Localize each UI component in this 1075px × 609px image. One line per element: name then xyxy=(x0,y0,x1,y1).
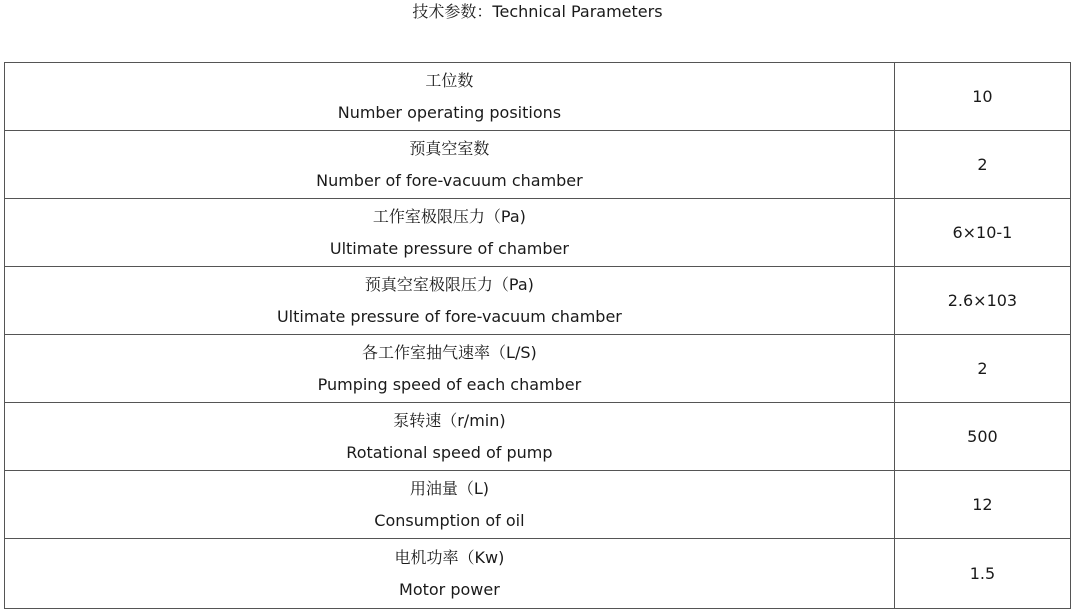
table-row xyxy=(5,539,1071,609)
parameter-name-en: Motor power xyxy=(399,579,500,599)
parameter-value: 12 xyxy=(894,471,1070,539)
parameter-label-cell xyxy=(5,403,895,471)
parameter-name-en: Ultimate pressure of chamber xyxy=(329,238,569,258)
table-row xyxy=(5,267,1071,335)
parameter-name-cn: 预真空室极限压力（Pa) xyxy=(364,274,534,294)
table-row xyxy=(5,63,1071,131)
parameter-name-cn: 电机功率（Kw) xyxy=(394,547,505,567)
table-row xyxy=(5,131,1071,199)
parameter-name-en: Consumption of oil xyxy=(374,510,525,530)
table-row xyxy=(5,403,1071,471)
parameter-name-en: Rotational speed of pump xyxy=(346,442,553,462)
parameter-label-cell xyxy=(5,131,895,199)
parameter-label-cell xyxy=(5,539,895,609)
parameter-name-cn: 泵转速（r/min) xyxy=(393,410,506,430)
parameter-value: 2 xyxy=(894,335,1070,403)
parameter-name-en: Number of fore-vacuum chamber xyxy=(316,170,583,190)
parameter-label-cell xyxy=(5,63,895,131)
parameter-value: 500 xyxy=(894,403,1070,471)
parameter-value: 6×10-1 xyxy=(894,199,1070,267)
parameter-name-cn: 工位数 xyxy=(425,70,474,90)
parameter-value: 1.5 xyxy=(894,539,1070,609)
page-title: 技术参数：Technical Parameters xyxy=(412,2,663,21)
table-row xyxy=(5,335,1071,403)
parameter-label-cell xyxy=(5,471,895,539)
parameter-name-cn: 工作室极限压力（Pa) xyxy=(372,206,526,226)
table-row xyxy=(5,199,1071,267)
parameter-value: 2.6×103 xyxy=(894,267,1070,335)
parameter-label-cell xyxy=(5,199,895,267)
parameter-label-cell xyxy=(5,335,895,403)
parameter-value: 10 xyxy=(894,63,1070,131)
parameter-name-cn: 各工作室抽气速率（L/S) xyxy=(362,342,537,362)
parameter-name-en: Pumping speed of each chamber xyxy=(317,374,582,394)
parameter-name-en: Number operating positions xyxy=(337,102,562,122)
parameters-table xyxy=(4,62,1071,609)
parameter-value: 2 xyxy=(894,131,1070,199)
parameter-name-en: Ultimate pressure of fore-vacuum chamber xyxy=(276,306,622,326)
table-row xyxy=(5,471,1071,539)
parameter-name-cn: 用油量（L) xyxy=(409,478,489,498)
parameter-label-cell xyxy=(5,267,895,335)
parameter-name-cn: 预真空室数 xyxy=(409,138,490,158)
